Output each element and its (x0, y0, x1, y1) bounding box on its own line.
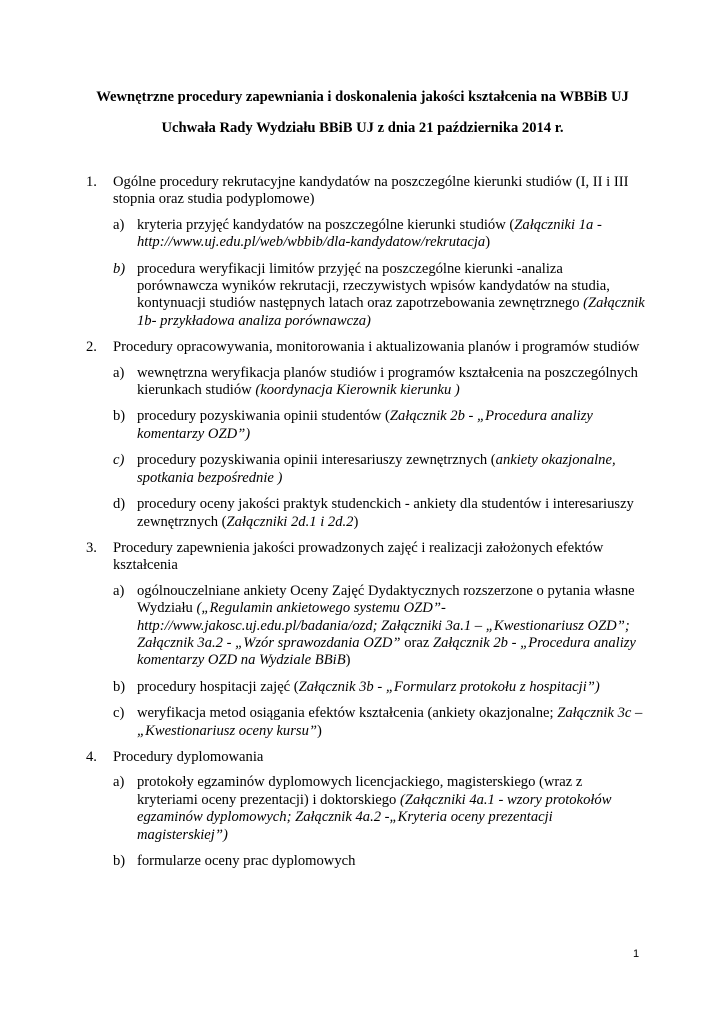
section-title: Procedury opracowywania, monitorowania i aktualizowania planów i programów studiów (113, 339, 640, 356)
item-tail: ) (317, 722, 322, 739)
section-number: 4. (86, 748, 97, 765)
document-title: Wewnętrzne procedury zapewniania i doskonalenia jakości kształcenia na WBBiB UJ (96, 89, 629, 105)
list-item (113, 365, 646, 400)
item-text: protokoły egzaminów dyplomowych licencjackiego, magisterskiego (wraz z kryteriami oceny prezentacji) i doktorskiego (137, 774, 583, 808)
item-letter: d) (113, 496, 126, 513)
item-letter: b) (113, 408, 126, 425)
item-reference: Załącznik 3b - „Formularz protokołu z hospitacji”) (298, 678, 600, 695)
item-letter: b) (113, 853, 126, 869)
section-4 (86, 749, 646, 870)
item-reference: Załącznik 2b - „Procedura analizy komentarzy OZD”) (137, 408, 593, 442)
section-2 (86, 339, 646, 531)
list-item (113, 774, 646, 844)
item-reference: („Regulamin ankietowego systemu OZD”- http://www.jakosc.uj.edu.pl/badania/ozd; Załączniki 3a.1 – „Kwestionariusz OZD”; Załącznik 3a.2 - „Wzór sprawozdania OZD” (137, 600, 630, 651)
item-tail: ) (353, 513, 359, 530)
section-number: 1. (86, 174, 97, 190)
section-number: 3. (86, 539, 97, 556)
item-reference: (Załączniki 4a.1 - wzory protokołów egzaminów dyplomowych; Załącznik 4a.2 -„Kryteria oceny prezentacji magisterskiej”) (137, 791, 612, 843)
item-letter: a) (113, 582, 125, 599)
item-reference: Załącznik 3c – „Kwestionariusz oceny kursu” (137, 705, 643, 739)
item-text: procedura weryfikacji limitów przyjęć na poszczególne kierunki -analiza porównawcza wyników rekrutacji, rzeczywistych wpisów kandydatów na studia, kontynuacji studiów następnych latach oraz zapotrzebowania zewnętrznego (137, 260, 610, 312)
item-reference: ankiety okazjonalne, spotkania bezpośrednie ) (137, 452, 616, 486)
list-item (113, 583, 646, 670)
item-tail: oraz (400, 634, 433, 651)
item-letter: c) (113, 705, 125, 722)
item-text: procedury oceny jakości praktyk studenckich - ankiety dla studentów i interesariuszy zewnętrznych ( (137, 496, 634, 530)
list-item (113, 217, 646, 252)
section-1 (86, 174, 646, 330)
item-reference-2: Załącznik 2b - „Procedura analizy komentarzy OZD na Wydziale BBiB (137, 634, 636, 669)
list-item (113, 853, 646, 870)
item-letter: a) (113, 364, 125, 381)
item-reference: (koordynacja Kierownik kierunku ) (255, 382, 460, 399)
section-3 (86, 540, 646, 740)
list-item (113, 679, 646, 696)
list-item (113, 261, 646, 331)
item-text: ogólnouczelniane ankiety Oceny Zajęć Dydaktycznych rozszerzone o pytania własne Wydziału (137, 582, 635, 617)
section-title: Procedury zapewnienia jakości prowadzonych zajęć i realizacji założonych efektów kształcenia (113, 539, 604, 574)
procedures-list (86, 174, 646, 879)
item-text: procedury pozyskiwania opinii studentów ( (137, 408, 390, 425)
item-text: procedury hospitacji zajęć ( (137, 678, 299, 695)
item-reference: (Załącznik 1b- przykładowa analiza porównawcza) (137, 295, 645, 329)
item-reference: Załączniki 2d.1 i 2d.2 (226, 513, 354, 530)
item-letter: c) (113, 452, 125, 469)
section-title: Procedury dyplomowania (113, 748, 264, 765)
item-letter: b) (113, 678, 126, 695)
document-subtitle: Uchwała Rady Wydziału BBiB UJ z dnia 21 października 2014 r. (161, 120, 564, 136)
page-number: 1 (633, 948, 640, 960)
item-reference: Załączniki 1a - http://www.uj.edu.pl/web/wbbib/dla-kandydatow/rekrutacja (137, 216, 602, 251)
list-item (113, 496, 646, 531)
item-tail: ) (485, 234, 491, 251)
item-tail-2: ) (345, 652, 351, 669)
list-item (113, 408, 646, 443)
item-letter: a) (113, 216, 125, 233)
section-number: 2. (86, 339, 97, 356)
section-title: Ogólne procedury rekrutacyjne kandydatów na poszczególne kierunki studiów (I, II i III stopnia oraz studia podyplomowe) (113, 174, 629, 208)
item-text: formularze oceny prac dyplomowych (137, 853, 356, 869)
item-text: wewnętrzna weryfikacja planów studiów i programów kształcenia na poszczególnych kierunkach studiów (137, 364, 638, 399)
item-text: kryteria przyjęć kandydatów na poszczególne kierunki studiów ( (137, 216, 515, 233)
item-text: weryfikacja metod osiągania efektów kształcenia (ankiety okazjonalne; (137, 705, 558, 722)
item-letter: a) (113, 774, 125, 791)
list-item (113, 452, 646, 487)
list-item (113, 705, 646, 740)
item-text: procedury pozyskiwania opinii interesariuszy zewnętrznych ( (137, 452, 496, 469)
item-letter: b) (113, 260, 126, 277)
